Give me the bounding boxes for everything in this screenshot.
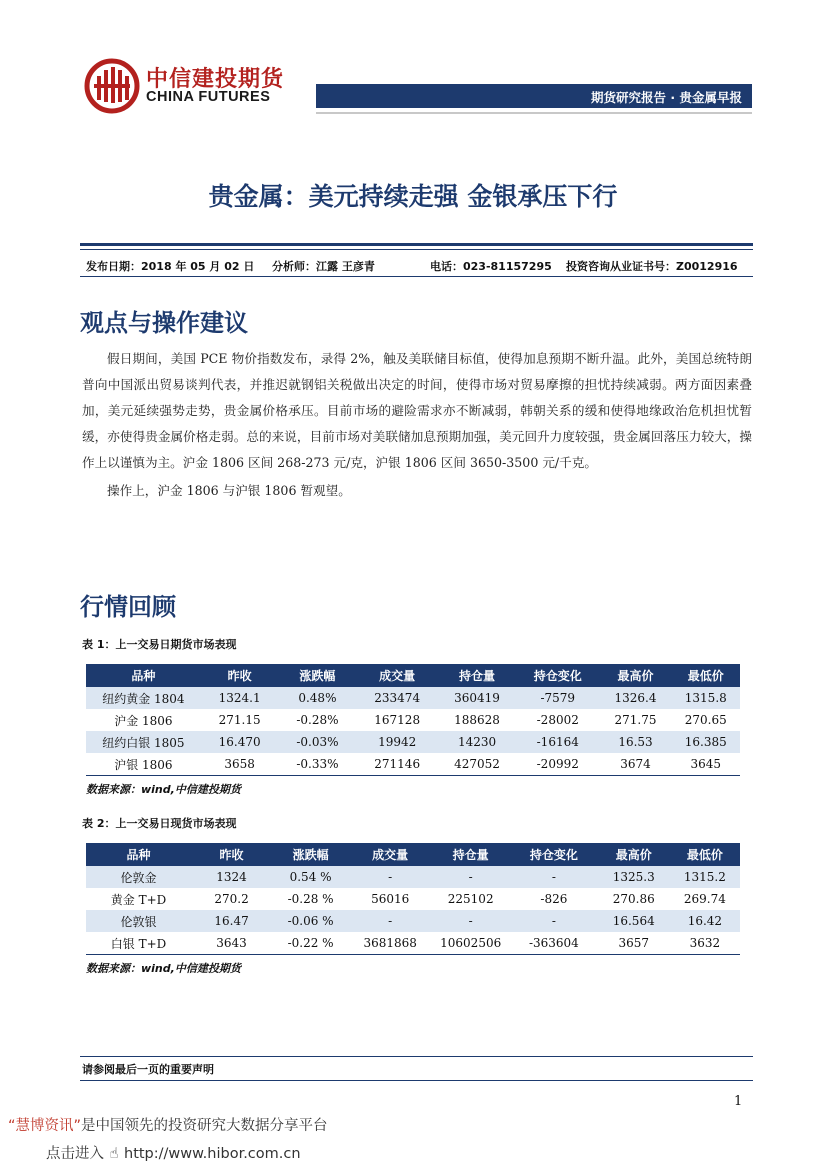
table-cell: 1324.1 (201, 687, 279, 709)
table-cell: 271.15 (218, 713, 261, 727)
table-cell: 纽约白银 1805 (86, 731, 201, 753)
table-cell: 16.470 (201, 731, 279, 753)
table-row (86, 753, 740, 776)
logo-chinese-name: 中信建投期货 (146, 67, 285, 92)
table-cell: 270.65 (684, 713, 727, 727)
publish-date: 发布日期：2018 年 05 月 02 日 (86, 260, 255, 273)
table-cell: 14230 (438, 731, 516, 753)
table-cell: 270.2 (214, 892, 249, 906)
column-header: 持仓变化 (510, 843, 598, 866)
table-cell: - (349, 866, 431, 888)
footer-top-rule (80, 1056, 753, 1057)
table-cell: - (431, 866, 510, 888)
company-logo-icon (84, 58, 140, 114)
table-cell: -0.28% (296, 713, 339, 727)
column-header: 昨收 (191, 843, 272, 866)
column-header: 最高价 (599, 664, 671, 687)
table-cell: 3658 (201, 753, 279, 776)
table-cell: 3674 (599, 753, 671, 776)
column-header: 持仓变化 (516, 664, 599, 687)
table-cell: -0.33% (279, 753, 357, 776)
table-cell: 1325.3 (598, 866, 670, 888)
column-header: 成交量 (356, 664, 438, 687)
table-cell: -826 (540, 892, 568, 906)
watermark-banner (8, 1114, 328, 1135)
meta-top-rule (80, 243, 753, 246)
table-cell: 1324 (191, 866, 272, 888)
column-header: 最高价 (598, 843, 670, 866)
watermark-enter-label: 点击进入 (46, 1146, 104, 1162)
table-cell: 纽约黄金 1804 (86, 687, 201, 709)
column-header: 成交量 (349, 843, 431, 866)
watermark-slogan: 是中国领先的投资研究大数据分享平台 (81, 1118, 328, 1134)
table-row (86, 709, 740, 731)
table-cell: 伦敦银 (86, 910, 191, 932)
table-cell: 19942 (356, 731, 438, 753)
meta-bottom-rule (80, 276, 753, 277)
column-header: 昨收 (201, 664, 279, 687)
phone-number: 电话：023-81157295 (430, 260, 552, 273)
table-cell: -0.28 % (287, 892, 334, 906)
logo-english-name: CHINA FUTURES (146, 89, 271, 105)
table1-source: 数据来源：wind,中信建投期货 (86, 783, 241, 796)
column-header: 涨跌幅 (272, 843, 349, 866)
table-cell: 伦敦金 (86, 866, 191, 888)
watermark-url[interactable]: http://www.hibor.com.cn (124, 1146, 301, 1162)
table-cell: -0.22 % (272, 932, 349, 955)
table-cell: 10602506 (431, 932, 510, 955)
table-cell: 沪金 1806 (114, 713, 173, 728)
table1-title: 表 1：上一交易日期货市场表现 (82, 638, 237, 651)
table-row (86, 731, 740, 753)
table-cell: 0.54 % (272, 866, 349, 888)
table-cell: 黄金 T+D (110, 892, 167, 907)
table-cell: 269.74 (683, 892, 726, 906)
spot-market-table (86, 843, 740, 955)
table-cell: - (510, 910, 598, 932)
table-cell: -16164 (516, 731, 599, 753)
table-cell: 225102 (447, 892, 494, 906)
table-cell: 167128 (374, 713, 421, 727)
table2-title: 表 2：上一交易日现货市场表现 (82, 817, 237, 830)
column-header: 品种 (86, 843, 191, 866)
footer-bottom-rule (80, 1080, 753, 1081)
watermark-brand: “慧博资讯” (8, 1118, 82, 1134)
column-header: 最低价 (670, 843, 740, 866)
table-cell: -0.03% (279, 731, 357, 753)
table-cell: -28002 (536, 713, 579, 727)
table-cell: 3681868 (349, 932, 431, 955)
table-cell: 3657 (598, 932, 670, 955)
table-cell: -7579 (516, 687, 599, 709)
column-header: 持仓量 (431, 843, 510, 866)
table-cell: 233474 (356, 687, 438, 709)
table-cell: 0.48% (279, 687, 357, 709)
cursor-pointer-icon: ☝ (109, 1146, 119, 1162)
table-cell: 16.564 (598, 910, 670, 932)
report-title: 贵金属：美元持续走强 金银承压下行 (208, 182, 618, 211)
section-heading-opinion: 观点与操作建议 (80, 309, 248, 337)
table-cell: - (510, 866, 598, 888)
analyst-names: 分析师：江露 王彦青 (272, 260, 375, 273)
table-cell: 3645 (672, 753, 740, 776)
page-number: 1 (734, 1094, 743, 1109)
table-cell: 16.53 (599, 731, 671, 753)
table2-source: 数据来源：wind,中信建投期货 (86, 962, 241, 975)
report-type-banner (316, 84, 752, 108)
table-row (86, 687, 740, 709)
disclaimer-note: 请参阅最后一页的重要声明 (82, 1063, 214, 1076)
table-cell: 427052 (438, 753, 516, 776)
table-row (86, 866, 740, 888)
license-number: 投资咨询从业证书号：Z0012916 (566, 260, 738, 273)
table-cell: 360419 (438, 687, 516, 709)
table-row (86, 888, 740, 910)
table-cell: 16.385 (672, 731, 740, 753)
opinion-body (82, 346, 752, 504)
table-cell: - (431, 910, 510, 932)
table-cell: 1315.2 (670, 866, 740, 888)
table-cell: 56016 (371, 892, 410, 906)
table-cell: 16.42 (670, 910, 740, 932)
column-header: 品种 (86, 664, 201, 687)
banner-underline (316, 112, 752, 114)
table-cell: 沪银 1806 (86, 753, 201, 776)
column-header: 涨跌幅 (279, 664, 357, 687)
table-cell: -0.06 % (272, 910, 349, 932)
opinion-paragraph: 假日期间，美国 PCE 物价指数发布，录得 2%，触及美联储目标值，使得加息预期不断升温。此外，美国总统特朗普向中国派出贸易谈判代表，并推迟就钢铝关税做出决定的时间，使得市场对贸易摩擦的担忧持续减弱。两方面因素叠加，美元延续强势走势，贵金属价格承压。目前市场的避险需求亦不断减弱，韩朝关系的缓和使得地缘政治危机担忧暂缓，亦使得贵金属价格走弱。总的来说，目前市场对美联储加息预期加强，美元回升力度较强，贵金属回落压力较大，操作上以谨慎为主。沪金 1806 区间 268-273 元/克，沪银 1806 区间 3650-3500 元/千克。 (82, 351, 752, 470)
futures-market-table (86, 664, 740, 776)
table-header-row (86, 843, 740, 866)
table-cell: 3632 (670, 932, 740, 955)
section-heading-review: 行情回顾 (80, 593, 176, 621)
table-cell: 白银 T+D (86, 932, 191, 955)
meta-top-rule-thin (80, 249, 753, 250)
table-cell: -363604 (510, 932, 598, 955)
table-cell: -20992 (516, 753, 599, 776)
report-type-label: 期货研究报告 · 贵金属早报 (591, 90, 742, 105)
table-cell: 16.47 (191, 910, 272, 932)
table-header-row (86, 664, 740, 687)
table-cell: 188628 (454, 713, 500, 727)
table-cell: 1315.8 (672, 687, 740, 709)
table-cell: 1326.4 (599, 687, 671, 709)
watermark-link[interactable] (46, 1142, 301, 1163)
table-row (86, 910, 740, 932)
table-row (86, 932, 740, 955)
table-cell: 271.75 (614, 713, 657, 727)
table-cell: - (349, 910, 431, 932)
column-header: 最低价 (672, 664, 740, 687)
table-cell: 271146 (356, 753, 438, 776)
table-cell: 3643 (191, 932, 272, 955)
table-cell: 270.86 (612, 892, 655, 906)
operation-advice: 操作上，沪金 1806 与沪银 1806 暂观望。 (107, 483, 351, 498)
column-header: 持仓量 (438, 664, 516, 687)
